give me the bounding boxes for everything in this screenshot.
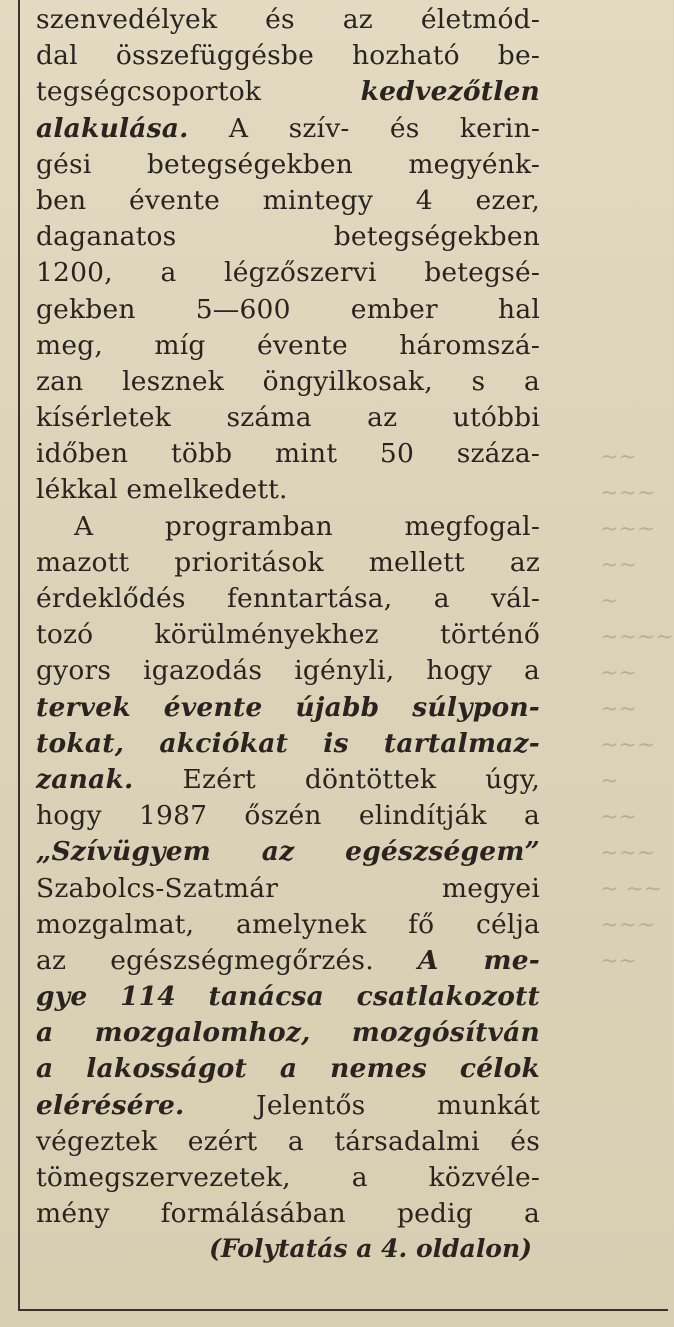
article-line bbox=[36, 509, 540, 545]
body-text: gekben 5—600 ember hal bbox=[36, 293, 540, 325]
article-line bbox=[36, 38, 540, 74]
column-rule-left bbox=[18, 0, 20, 1310]
article-line bbox=[36, 219, 540, 255]
article-line bbox=[36, 943, 540, 979]
article-line bbox=[36, 74, 540, 110]
body-text: Szabolcs-Szatmár megyei bbox=[36, 872, 540, 904]
body-text: tegségcsoportok bbox=[36, 76, 361, 108]
body-text: meg, míg évente háromszá- bbox=[36, 329, 540, 361]
article-line bbox=[36, 1124, 540, 1160]
article-line bbox=[36, 834, 540, 870]
body-text: dal összefüggésbe hozható be- bbox=[36, 40, 540, 72]
emphasized-text: „Szívügyem az egészségem” bbox=[36, 836, 540, 868]
body-text: érdeklődés fenntartása, a vál- bbox=[36, 583, 540, 614]
article-line bbox=[36, 617, 540, 653]
body-text: mozgalmat, amelynek fő célja bbox=[36, 908, 540, 940]
article-body bbox=[36, 2, 540, 1232]
article-line bbox=[36, 762, 540, 798]
body-text: A programban megfogal- bbox=[74, 510, 540, 542]
article-line bbox=[36, 871, 540, 907]
body-text: az egészségmegőrzés. bbox=[36, 944, 418, 976]
article-line bbox=[36, 111, 540, 147]
article-line bbox=[36, 1015, 540, 1051]
body-text: végeztek ezért a társadalmi és bbox=[36, 1125, 540, 1157]
article-line bbox=[36, 364, 540, 400]
article-line bbox=[36, 400, 540, 436]
emphasized-text: a mozgalomhoz, mozgósítván bbox=[36, 1017, 540, 1049]
article-line bbox=[36, 653, 540, 689]
article-line bbox=[36, 581, 540, 617]
emphasized-text: gye 114 tanácsa csatlakozott bbox=[36, 981, 540, 1013]
article-line bbox=[36, 545, 540, 581]
emphasized-text: A me- bbox=[417, 944, 540, 976]
body-text: A szív- és kerin- bbox=[188, 112, 540, 144]
article-line bbox=[36, 1088, 540, 1124]
article-line bbox=[36, 255, 540, 291]
body-text: hogy 1987 őszén elindítják a bbox=[36, 800, 540, 832]
body-text: 1200, a légzőszervi betegsé- bbox=[36, 257, 540, 289]
body-text: mény formálásában pedig a bbox=[36, 1198, 540, 1230]
article-line bbox=[36, 979, 540, 1015]
article-line bbox=[36, 1051, 540, 1087]
emphasized-text: a lakosságot a nemes célok bbox=[36, 1053, 540, 1085]
body-text: tömegszervezetek, a közvéle- bbox=[36, 1162, 540, 1193]
article-line bbox=[36, 1196, 540, 1232]
column-rule-bottom bbox=[18, 1309, 668, 1311]
body-text: zan lesznek öngyilkosak, s a bbox=[36, 365, 540, 397]
emphasized-text: zanak. bbox=[36, 763, 134, 795]
continuation-note: (Folytatás a 4. oldalon) bbox=[209, 1234, 532, 1263]
body-text: tozó körülményekhez történő bbox=[36, 619, 540, 651]
article-line bbox=[36, 907, 540, 943]
body-text: lékkal emelkedett. bbox=[36, 474, 288, 506]
bleed-through-texture: ~~ ~~~ ~~~ ~~ ~ ~~~~ ~~ ~~ ~~~ ~ ~~ ~~~ ~ ~~ ~~~ ~~ bbox=[600, 445, 674, 974]
body-text: időben több mint 50 száza- bbox=[36, 438, 540, 470]
body-text: daganatos betegségekben bbox=[36, 221, 540, 253]
article-line bbox=[36, 726, 540, 762]
body-text: gyors igazodás igényli, hogy a bbox=[36, 655, 540, 687]
article-line bbox=[36, 328, 540, 364]
body-text: ben évente mintegy 4 ezer, bbox=[36, 184, 540, 216]
article-line bbox=[36, 292, 540, 328]
article-line bbox=[36, 798, 540, 834]
article-line bbox=[36, 2, 540, 38]
article-line bbox=[36, 690, 540, 726]
article-line bbox=[36, 436, 540, 472]
emphasized-text: tokat, akciókat is tartalmaz- bbox=[36, 727, 540, 759]
article-line bbox=[36, 183, 540, 219]
body-text: Ezért döntöttek úgy, bbox=[133, 763, 540, 795]
emphasized-text: kedvezőtlen bbox=[360, 76, 540, 108]
body-text: szenvedélyek és az életmód- bbox=[36, 4, 540, 35]
body-text: gési betegségekben megyénk- bbox=[36, 148, 540, 180]
emphasized-text: alakulása. bbox=[36, 112, 189, 144]
body-text: Jelentős munkát bbox=[184, 1089, 540, 1121]
emphasized-text: elérésére. bbox=[36, 1089, 185, 1121]
body-text: mazott prioritások mellett az bbox=[36, 546, 540, 578]
article-line bbox=[36, 1160, 540, 1196]
emphasized-text: tervek évente újabb súlypon- bbox=[36, 691, 540, 723]
body-text: kísérletek száma az utóbbi bbox=[36, 402, 540, 434]
article-line bbox=[36, 147, 540, 183]
article-line bbox=[36, 472, 540, 508]
